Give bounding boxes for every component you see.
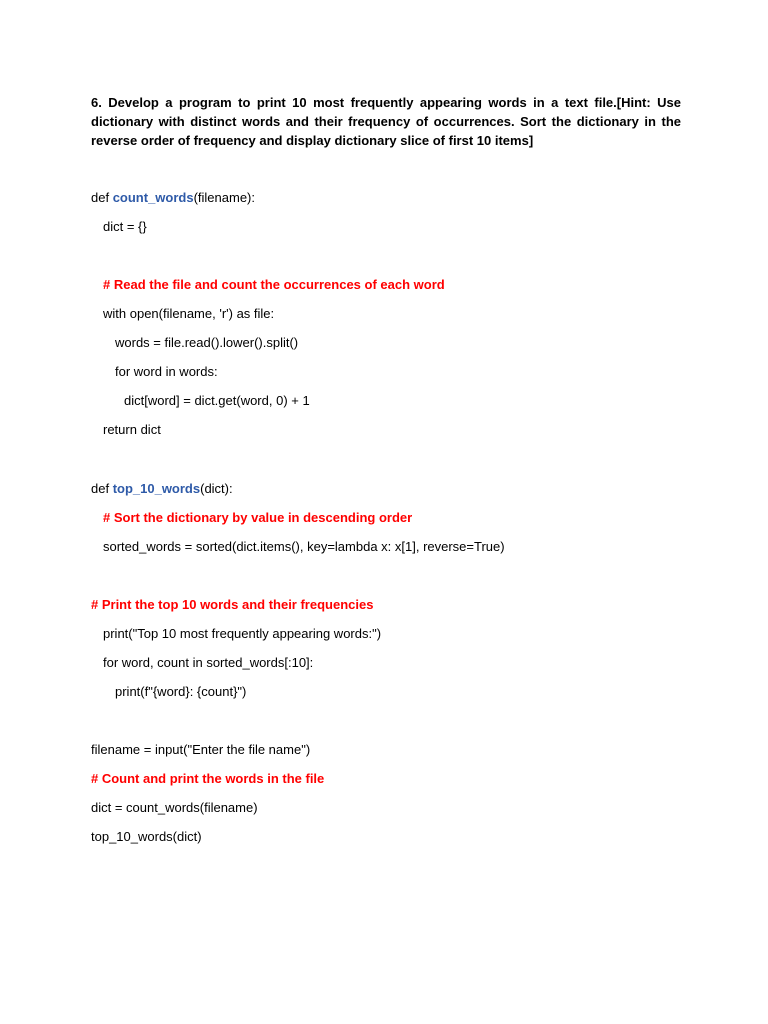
code-line-sorted-words: sorted_words = sorted(dict.items(), key=lambda x: x[1], reverse=True) [103,539,505,554]
code-line-call-count-words: dict = count_words(filename) [91,800,258,815]
function-params: (filename): [193,190,256,205]
code-comment-read-file: # Read the file and count the occurrences of each word [103,277,445,292]
function-name-count-words: count_words [112,190,194,205]
code-line-def-top-10-words [91,481,233,497]
code-comment-count-print: # Count and print the words in the file [91,771,325,786]
code-line-return-dict: return dict [103,422,161,437]
keyword-def: def [91,481,113,496]
code-line-words-split: words = file.read().lower().split() [115,335,299,350]
code-line-for-word: for word in words: [115,364,218,379]
code-comment-sort: # Sort the dictionary by value in descending order [103,510,413,525]
code-line-for-word-count: for word, count in sorted_words[:10]: [103,655,314,670]
code-line-dict-init: dict = {} [103,219,147,234]
function-name-top-10-words: top_10_words [112,481,201,496]
code-comment-print-top: # Print the top 10 words and their frequencies [91,597,374,612]
code-line-call-top-10-words: top_10_words(dict) [91,829,202,844]
code-line-def-count-words [91,190,255,206]
code-line-dict-count: dict[word] = dict.get(word, 0) + 1 [124,393,310,408]
keyword-def: def [91,190,113,205]
function-params: (dict): [200,481,233,496]
code-line-print-header: print("Top 10 most frequently appearing words:") [103,626,382,641]
code-line-with-open: with open(filename, 'r') as file: [103,306,275,321]
question-text: 6. Develop a program to print 10 most frequently appearing words in a text file.[Hint: Use dictionary with distinct words and their frequency of occurrences. Sort the dictionary in the reverse order of frequency and display dictionary slice of first 10 items] [91,95,681,148]
code-line-filename-input: filename = input("Enter the file name") [91,742,311,757]
code-line-print-word-count: print(f"{word}: {count}") [115,684,247,699]
